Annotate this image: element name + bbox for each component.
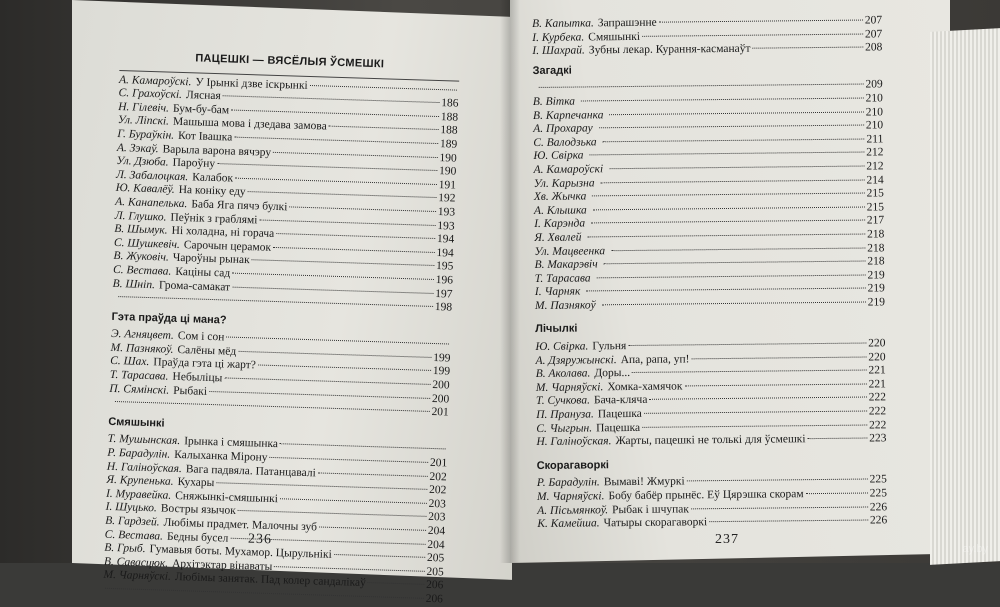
- toc-page: 201: [429, 456, 448, 470]
- dot-leader: [603, 138, 865, 142]
- toc-title: Бедны бусел: [166, 530, 229, 545]
- toc-author: Н. Галіноўская.: [536, 435, 612, 449]
- toc-page: 225: [869, 487, 888, 500]
- toc-title: Зубны лекар. Курання-касманаўт: [588, 42, 751, 57]
- dot-leader: [590, 152, 865, 156]
- toc-title: Небыліцы: [172, 370, 223, 385]
- toc-page: 215: [866, 187, 884, 200]
- dot-leader: [334, 554, 425, 558]
- toc-author: А. Дзяружынскі.: [535, 353, 617, 367]
- toc-author: Р. Барадулін.: [536, 476, 600, 490]
- dot-leader: [319, 526, 426, 530]
- toc-title: Пароўну: [172, 156, 216, 171]
- toc-page: 210: [865, 105, 884, 119]
- toc-author: Э. Агняцвет.: [110, 328, 175, 343]
- dot-leader: [248, 191, 437, 198]
- toc-title: Сарочын цeрамок: [183, 238, 272, 254]
- toc-author: В. Савасцюк.: [103, 555, 169, 570]
- toc-author: А. Клышка: [533, 204, 587, 217]
- toc-author: В. Шымук.: [114, 223, 168, 237]
- toc-page: 226: [869, 500, 888, 514]
- toc-page: 206: [425, 579, 444, 592]
- toc-title: Хомка-хамячок: [607, 380, 683, 394]
- toc-page: 218: [866, 228, 885, 241]
- dot-leader: [224, 378, 430, 385]
- toc-author: Р. Барадулін.: [107, 446, 171, 461]
- toc-title: Кухары: [177, 476, 215, 490]
- dot-leader: [581, 98, 864, 102]
- dot-leader: [687, 479, 868, 482]
- toc-page: 196: [435, 273, 454, 287]
- toc-page: 190: [438, 165, 457, 178]
- toc-page: 209: [865, 78, 883, 91]
- toc-author: А. Канапелька.: [115, 195, 188, 211]
- toc-author: І. Чарняк: [534, 285, 581, 299]
- dot-leader: [592, 193, 864, 197]
- toc-title: Рыбак і шчупак: [612, 502, 690, 516]
- dot-leader: [806, 493, 868, 495]
- dot-leader: [232, 286, 433, 293]
- toc-author: В. Карпечанка: [532, 108, 604, 122]
- toc-list: [103, 433, 448, 593]
- toc-author: Г. Бураўкін.: [117, 127, 175, 142]
- toc-author: І. Карэнда: [534, 217, 586, 231]
- toc-entry: [532, 42, 882, 59]
- toc-author: І. Шахрай.: [532, 44, 585, 58]
- toc-author: Л. Забалоцкая.: [115, 168, 189, 183]
- toc-page: 197: [435, 287, 453, 301]
- toc-title: Жарты, пацешкі не толькі для ўсмешкі: [615, 433, 806, 448]
- toc-page: 200: [432, 379, 450, 392]
- toc-title: Вымаві! Жмуркі: [603, 475, 685, 489]
- toc-page: 186: [441, 97, 459, 110]
- book-gutter: [500, 0, 520, 563]
- watermark: ay.by: [962, 543, 988, 555]
- toc-page: 193: [437, 206, 456, 219]
- dot-leader: [274, 566, 424, 572]
- toc-author: С. Шушкевіч.: [113, 236, 181, 251]
- toc-author: Я. Хвалей: [534, 231, 582, 244]
- section-heading: Лічылкі: [535, 323, 578, 336]
- toc-author: М. Пазнякоў.: [110, 341, 174, 356]
- toc-title: Пацешка: [595, 421, 641, 434]
- toc-page: 194: [436, 233, 455, 246]
- toc-title: Чароўны рынак: [172, 252, 250, 267]
- toc-page: 201: [431, 406, 449, 419]
- dot-leader: [259, 219, 435, 226]
- dot-leader: [289, 206, 435, 212]
- dot-leader: [659, 20, 863, 23]
- toc-page: 198: [434, 301, 453, 314]
- toc-title: Кацiны сад: [175, 265, 231, 280]
- toc-entry: [535, 296, 885, 313]
- dot-leader: [691, 356, 866, 359]
- left-contents: [103, 50, 460, 607]
- toc-author: В. Вітка: [532, 95, 576, 108]
- toc-page: 220: [868, 350, 886, 364]
- toc-author: П. Сямінскі.: [109, 382, 170, 397]
- dot-leader: [642, 33, 863, 36]
- page-number: 236: [247, 531, 273, 548]
- toc-title: Калыханка Мірону: [174, 448, 268, 464]
- dot-leader: [609, 165, 864, 169]
- toc-title: Машыша мова і дзедава замова: [172, 116, 327, 133]
- toc-page: 202: [429, 470, 447, 484]
- dot-leader: [642, 424, 867, 427]
- page-number: 237: [715, 532, 739, 547]
- right-contents: [532, 14, 887, 531]
- toc-page: 210: [865, 92, 883, 105]
- toc-page: 211: [866, 133, 884, 146]
- toc-page: 194: [436, 246, 454, 260]
- toc-page: 192: [438, 192, 456, 205]
- dot-leader: [231, 109, 439, 117]
- toc-title: Гульня: [592, 340, 627, 353]
- toc-author: Ю. Кавалёў.: [115, 182, 175, 197]
- dot-leader: [691, 506, 868, 509]
- dot-leader: [252, 260, 434, 267]
- toc-author: А. Зэкаў.: [116, 141, 159, 155]
- dot-leader: [684, 383, 866, 386]
- toc-author: І. Шуцько.: [105, 501, 158, 515]
- toc-title: Бача-кляча: [593, 394, 648, 407]
- toc-page: 220: [868, 337, 886, 350]
- dot-leader: [234, 137, 438, 144]
- toc-page: 207: [864, 14, 883, 27]
- toc-page: 188: [440, 110, 459, 124]
- toc-page: 202: [428, 484, 447, 497]
- dot-leader: [611, 247, 865, 251]
- dot-leader: [597, 274, 866, 278]
- dot-leader: [209, 391, 430, 399]
- page-stack: [930, 28, 1000, 565]
- toc-page: 205: [426, 565, 444, 579]
- toc-title: Сом і сон: [177, 330, 225, 344]
- toc-page: 219: [867, 282, 885, 295]
- toc-page: 189: [439, 138, 458, 151]
- toc-author: Ул. Ліпскі.: [117, 114, 170, 128]
- dot-leader: [649, 397, 866, 400]
- toc-author: С. Грахоўскі.: [118, 87, 183, 102]
- dot-leader: [539, 84, 864, 88]
- dot-leader: [586, 288, 865, 292]
- toc-page: 221: [868, 378, 886, 391]
- toc-page: 214: [866, 173, 884, 187]
- toc-author: М. Чарняўскі.: [535, 381, 604, 394]
- dot-leader: [599, 125, 864, 129]
- toc-title: Лясная: [185, 89, 221, 103]
- dot-leader: [235, 177, 437, 184]
- dot-leader: [709, 520, 868, 523]
- toc-author: І. Курбека.: [532, 31, 585, 44]
- section-heading: Скорагаворкі: [536, 459, 609, 472]
- dot-leader: [591, 220, 865, 224]
- toc-author: Т. Мушынская.: [107, 433, 181, 448]
- toc-title: Баба Яга пячэ булкі: [191, 198, 288, 214]
- toc-page: 208: [865, 41, 883, 54]
- toc-author: Хв. Жычка: [533, 190, 587, 204]
- toc-page: 218: [867, 241, 885, 255]
- toc-title: Апа, рапа, уп!: [620, 353, 690, 366]
- dot-leader: [238, 351, 431, 358]
- section-heading: Загадкі: [532, 64, 572, 77]
- dot-leader: [329, 126, 439, 130]
- toc-author: Н. Галіноўская.: [106, 460, 183, 475]
- toc-list: [533, 79, 885, 314]
- toc-title: Кот Івашка: [177, 129, 233, 144]
- toc-page: 199: [433, 351, 451, 365]
- dot-leader: [216, 482, 427, 490]
- dot-leader: [276, 233, 435, 239]
- toc-list: [532, 14, 882, 58]
- toc-page: 205: [426, 552, 445, 565]
- toc-page: 221: [868, 364, 886, 377]
- dot-leader: [368, 582, 424, 585]
- dot-leader: [223, 95, 440, 103]
- dot-leader: [587, 233, 865, 237]
- toc-author: М. Чарняўскі.: [536, 490, 605, 503]
- toc-author: В. Шніп.: [112, 277, 156, 291]
- toc-author: Я. Крупенька.: [106, 474, 174, 489]
- toc-page: 204: [427, 538, 445, 552]
- toc-page: 210: [865, 119, 884, 132]
- toc-author: Ул. Мацвеенка: [534, 244, 606, 258]
- toc-list: [537, 474, 888, 532]
- toc-author: Ю. Свірка: [533, 149, 584, 163]
- toc-title: Смяшынкі: [588, 30, 641, 44]
- toc-title: Любімы занятак. Пад колер сандалікаў: [174, 571, 367, 590]
- dot-leader: [609, 111, 863, 115]
- toc-page: 207: [864, 27, 883, 41]
- toc-author: П. Прануза.: [536, 408, 594, 422]
- toc-author: Л. Глушко.: [114, 209, 167, 224]
- toc-title: Ні холадна, ні горача: [171, 224, 275, 241]
- toc-author: Н. Гілевіч.: [118, 100, 170, 115]
- toc-author: М. Пазнякоў: [534, 299, 596, 312]
- toc-author: В. Макарэвіч: [534, 258, 598, 272]
- toc-page: 222: [868, 418, 887, 432]
- toc-list: [112, 74, 459, 316]
- toc-author: С. Шах.: [110, 355, 150, 369]
- toc-author: М. Чарняўскі.: [103, 569, 172, 584]
- toc-page: 199: [432, 365, 451, 378]
- dot-leader: [753, 47, 864, 49]
- toc-title: Бобу бабёр прынёс. Еў Цярэшка скорам: [608, 488, 804, 503]
- toc-title: Гумавыя боты. Мухамор. Цырульнікі: [149, 543, 332, 562]
- toc-author: Ул. Дзюба.: [116, 155, 169, 169]
- toc-author: І. Муравейка.: [105, 487, 172, 502]
- toc-title: Рыбакі: [173, 384, 208, 398]
- dot-leader: [644, 411, 867, 414]
- dot-leader: [310, 85, 457, 91]
- toc-author: В. Жуковіч.: [113, 250, 169, 264]
- dot-leader: [601, 179, 865, 183]
- toc-author: Т. Сучкова.: [535, 394, 590, 408]
- dot-leader: [238, 510, 426, 517]
- toc-page: 203: [428, 511, 446, 524]
- toc-author: В. Аколава.: [535, 367, 591, 381]
- toc-title: Запрашэнне: [597, 16, 657, 30]
- toc-page: 203: [428, 497, 447, 511]
- toc-author: В. Гардзей.: [105, 514, 160, 529]
- toc-entry: [536, 433, 886, 450]
- dot-leader: [273, 151, 437, 157]
- dot-leader: [226, 337, 449, 345]
- toc-author: Т. Тарасава.: [109, 368, 169, 383]
- toc-title: Сняжынкі-смяшынкі: [175, 489, 279, 505]
- toc-page: 212: [866, 146, 884, 159]
- dot-leader: [269, 457, 428, 463]
- toc-title: Ірынка і смяшынка: [183, 435, 279, 451]
- toc-page: 190: [439, 151, 457, 165]
- toc-list: [109, 328, 451, 420]
- toc-author: А. Пісьмянкоў.: [537, 503, 609, 517]
- toc-list: [535, 337, 886, 449]
- dot-leader: [593, 206, 865, 210]
- section-heading: Смяшынкі: [108, 415, 165, 430]
- toc-title: Востры язычок: [160, 502, 237, 518]
- section-title: ПАЦЕШКІ — ВЯСЁЛЫЯ ЎСМЕШКІ: [195, 52, 385, 71]
- toc-page: 195: [435, 260, 454, 273]
- toc-author: Ю. Свірка.: [535, 340, 589, 354]
- toc-page: 219: [867, 269, 885, 282]
- toc-page: 222: [868, 405, 887, 418]
- toc-page: 188: [440, 124, 458, 138]
- toc-author: С. Вестава.: [112, 263, 172, 278]
- toc-author: В. Грыб.: [104, 541, 146, 556]
- toc-author: Т. Тарасава: [534, 272, 591, 285]
- toc-author: А. Камароўскі.: [118, 73, 192, 88]
- toc-page: 212: [866, 160, 884, 173]
- toc-title: Праўда гэта ці жарт?: [153, 356, 257, 372]
- toc-author: С. Чыгрын.: [536, 422, 593, 435]
- toc-title: Любімы прадмет. Малочны зуб: [163, 516, 318, 534]
- toc-entry: 206: [103, 583, 443, 607]
- toc-title: Доры...: [594, 367, 631, 380]
- toc-title: Калабок: [192, 171, 234, 185]
- dot-leader: [217, 163, 437, 171]
- toc-title: Чатыры скорагаворкі: [603, 516, 708, 530]
- toc-author: А. Прохарау: [533, 122, 593, 136]
- dot-leader: [232, 273, 433, 280]
- toc-title: На конiку еду: [178, 184, 246, 199]
- toc-page: 200: [431, 392, 450, 406]
- dot-leader: [808, 438, 868, 440]
- section-heading: Гэта праўда ці мана?: [111, 310, 227, 327]
- dot-leader: [604, 261, 866, 265]
- toc-author: К. Камейша.: [537, 517, 600, 531]
- toc-title: Варыла варона вячэру: [162, 142, 272, 159]
- dot-leader: [632, 370, 866, 373]
- toc-page: 219: [867, 296, 886, 309]
- toc-author: Ул. Карызна: [533, 176, 595, 190]
- dot-leader: [602, 301, 866, 305]
- dot-leader: [273, 247, 434, 253]
- toc-page: 217: [866, 214, 885, 227]
- toc-page: 191: [438, 178, 457, 192]
- dot-leader: [318, 472, 428, 476]
- toc-title: Вага падвяла. Патанцавалі: [185, 462, 316, 479]
- toc-title: Пацешка: [597, 407, 642, 421]
- toc-title: Пеўнік з граблямі: [170, 211, 258, 226]
- toc-author: С. Вестава.: [104, 528, 164, 543]
- toc-page: 223: [869, 432, 887, 445]
- toc-page: 193: [437, 219, 455, 233]
- toc-title: Салёны мёд: [177, 343, 237, 358]
- toc-page: 218: [867, 255, 885, 268]
- toc-title: У Ірынкі дзве іскрынкі: [195, 75, 308, 92]
- toc-page: 222: [868, 391, 887, 404]
- dot-leader: [628, 343, 866, 346]
- toc-page: 226: [869, 514, 888, 527]
- toc-page: 225: [869, 473, 887, 486]
- dot-leader: [280, 444, 446, 450]
- toc-page: 215: [866, 201, 885, 214]
- toc-title: Грома-самакат: [158, 278, 231, 294]
- toc-author: А. Камароўскі: [533, 163, 604, 176]
- toc-title: Бум-бу-бам: [172, 102, 230, 117]
- toc-page: 204: [427, 524, 446, 538]
- dot-leader: [258, 365, 431, 371]
- toc-author: В. Капытка.: [532, 17, 594, 30]
- toc-author: С. Валодзька: [533, 136, 597, 149]
- dot-leader: [280, 498, 427, 504]
- toc-title: Архітэктар вінаваты: [171, 557, 273, 573]
